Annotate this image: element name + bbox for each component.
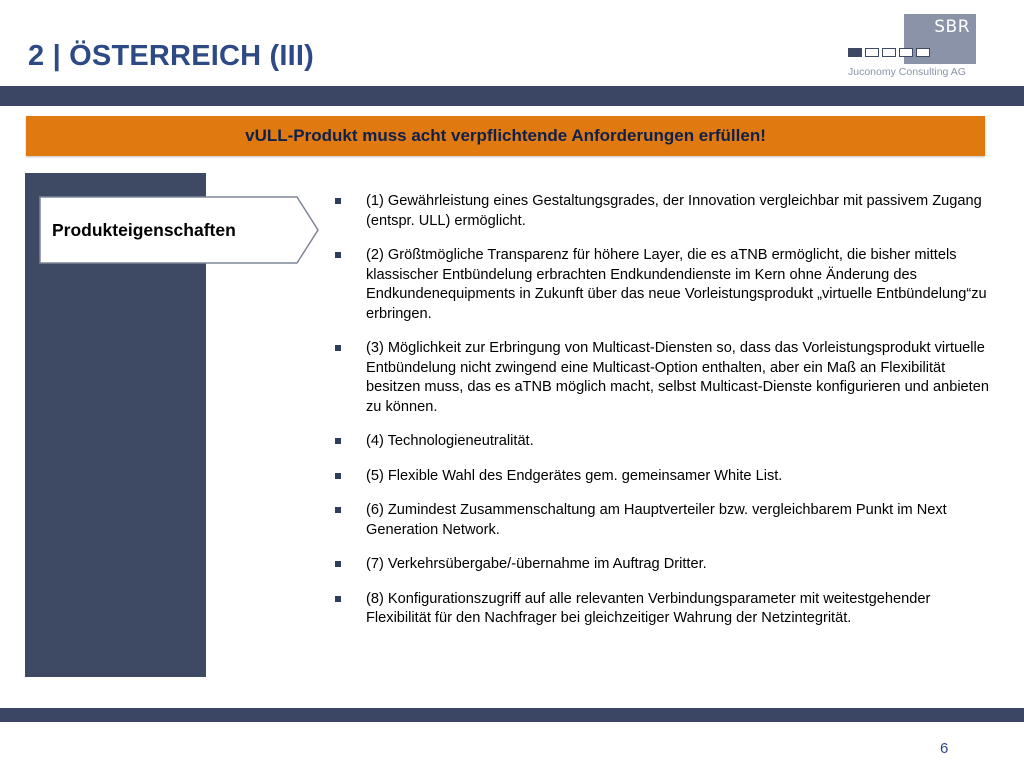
bullet-square-icon [335,198,341,204]
footer-divider-bar [0,708,1024,722]
header-divider-bar [0,86,1024,106]
list-item [333,555,998,575]
list-item-text: (1) Gewährleistung eines Gestaltungsgrades, der Innovation vergleichbar mit passivem Zugang (entspr. ULL) ermöglicht. [366,193,982,229]
side-label-text: Produkteigenschaften [52,220,236,240]
banner-text: vULL-Produkt muss acht verpflichtende Anforderungen erfüllen! [245,126,766,145]
bullet-square-icon [335,561,341,567]
list-item [333,192,998,231]
list-item [333,246,998,324]
slide-title: 2 | ÖSTERREICH (III) [28,40,315,72]
bullet-square-icon [335,345,341,351]
list-item [333,339,998,417]
list-item [333,501,998,540]
list-item-text: (8) Konfigurationszugriff auf alle relevanten Verbindungsparameter mit weitestgehender Flexibilität für den Nachfrager bei gleichzeitiger Wahrung der Netzintegrität. [366,590,931,626]
list-item [333,432,998,452]
logo-squares-icon [848,48,930,57]
logo-company-name: Juconomy Consulting AG [848,66,966,78]
list-item-text: (5) Flexible Wahl des Endgerätes gem. gemeinsamer White List. [366,467,783,484]
bullet-square-icon [335,252,341,258]
list-item [333,467,998,487]
list-item-text: (2) Größtmögliche Transparenz für höhere Layer, die es aTNB ermöglicht, die bisher mittels klassischer Entbündelung erbrachten Endkundendienste im Kern ohne Änderung des Endkundenequipments in Zukunft über das neue Vorleistungsprodukt „virtuelle Entbündelung“zu erbringen. [366,247,987,322]
list-item [333,590,998,629]
bullet-square-icon [335,473,341,479]
logo-text: SBR [934,17,970,37]
requirements-list [333,192,998,644]
highlight-banner [26,116,985,156]
page-number: 6 [940,740,949,757]
side-label-arrow [39,196,319,264]
list-item-text: (3) Möglichkeit zur Erbringung von Multicast-Diensten so, dass das Vorleistungsprodukt virtuelle Entbündelung nicht zwingend eine Multicast-Option enthalten, aber ein Maß an Flexibilität besitzen muss, das es aTNB möglich macht, selbst Multicast-Dienste konfigurieren und anbieten zu können. [366,340,989,415]
list-item-text: (7) Verkehrsübergabe/-übernahme im Auftrag Dritter. [366,556,707,572]
bullet-square-icon [335,438,341,444]
list-item-text: (4) Technologieneutralität. [366,433,534,449]
bullet-square-icon [335,596,341,602]
list-item-text: (6) Zumindest Zusammenschaltung am Hauptverteiler bzw. vergleichbarem Punkt im Next Generation Network. [366,502,947,538]
bullet-square-icon [335,507,341,513]
